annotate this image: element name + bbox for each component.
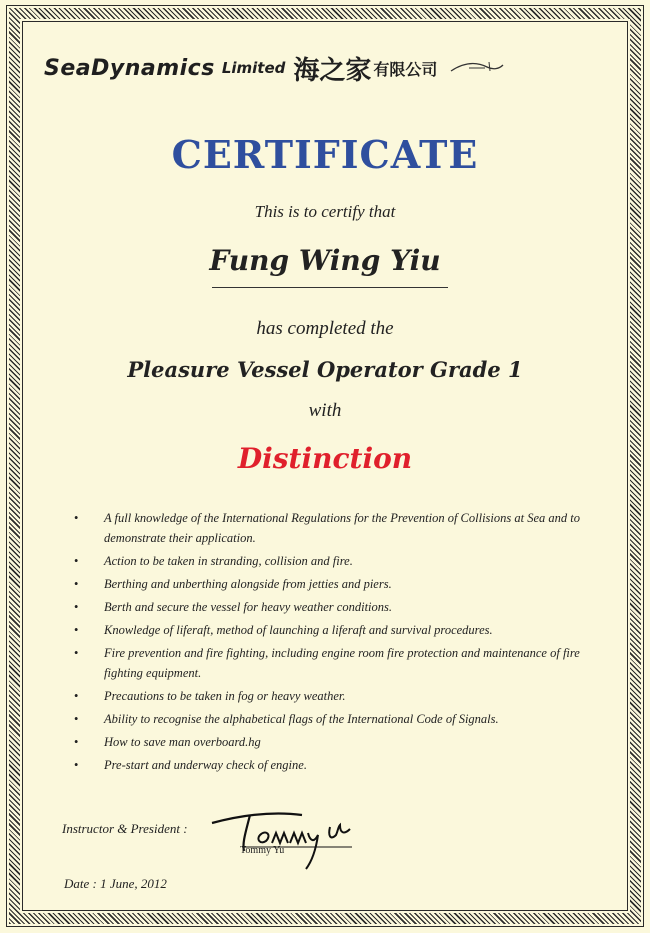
bullet: •	[74, 758, 79, 772]
list-item	[68, 643, 588, 683]
list-item	[68, 755, 588, 775]
bullet: •	[74, 712, 79, 726]
completed-text: has completed the	[256, 318, 394, 339]
list-item	[68, 709, 588, 729]
list-item	[68, 620, 588, 640]
competency-text: A full knowledge of the International Regulations for the Prevention of Collisions at Sea and to demonstrate their application.	[104, 511, 580, 545]
handwritten-signature	[202, 803, 392, 873]
recipient-name: Fung Wing Yiu	[209, 244, 441, 277]
issue-date: Date : 1 June, 2012	[64, 876, 167, 891]
competency-text: Knowledge of liferaft, method of launching a liferaft and survival procedures.	[104, 623, 493, 637]
list-item	[68, 551, 588, 571]
bullet: •	[74, 646, 79, 660]
bullet: •	[74, 689, 79, 703]
list-item	[68, 732, 588, 752]
bullet: •	[74, 554, 79, 568]
competency-text: Ability to recognise the alphabetical flags of the International Code of Signals.	[104, 712, 499, 726]
competency-text: Berthing and unberthing alongside from jetties and piers.	[104, 577, 392, 591]
bullet: •	[74, 600, 79, 614]
company-header	[44, 48, 604, 88]
wave-swoosh-icon	[449, 59, 505, 82]
bullet: •	[74, 511, 79, 525]
chinese-name-small: 有限公司	[373, 59, 438, 79]
list-item	[68, 508, 588, 548]
bullet: •	[74, 623, 79, 637]
with-text: with	[308, 400, 342, 421]
signature-label: Instructor & President :	[62, 821, 188, 836]
signatory-printed-name: Tommy Yu	[240, 845, 285, 856]
bullet: •	[74, 577, 79, 591]
competency-text: How to save man overboard.hg	[104, 735, 261, 749]
name-underline	[212, 287, 448, 288]
competency-text: Berth and secure the vessel for heavy weather conditions.	[104, 600, 393, 614]
competency-text: Pre-start and underway check of engine.	[104, 758, 307, 772]
competency-text: Fire prevention and fire fighting, including engine room fire protection and maintenance of fire fighting equipment.	[104, 646, 580, 680]
signature-block	[62, 815, 462, 875]
grade-distinction: Distinction	[237, 442, 413, 475]
certificate-title: CERTIFICATE	[171, 132, 479, 177]
certify-text: This is to certify that	[254, 202, 396, 221]
brand-name: SeaDynamics	[44, 55, 215, 81]
list-item	[68, 597, 588, 617]
list-item	[68, 574, 588, 594]
competency-list	[68, 508, 588, 778]
chinese-name-large: 海之家	[293, 55, 372, 86]
competency-text: Action to be taken in stranding, collision and fire.	[104, 554, 353, 568]
brand-suffix: Limited	[221, 59, 286, 77]
competency-text: Precautions to be taken in fog or heavy weather.	[104, 689, 346, 703]
list-item	[68, 686, 588, 706]
course-name: Pleasure Vessel Operator Grade 1	[127, 357, 523, 382]
bullet: •	[74, 735, 79, 749]
